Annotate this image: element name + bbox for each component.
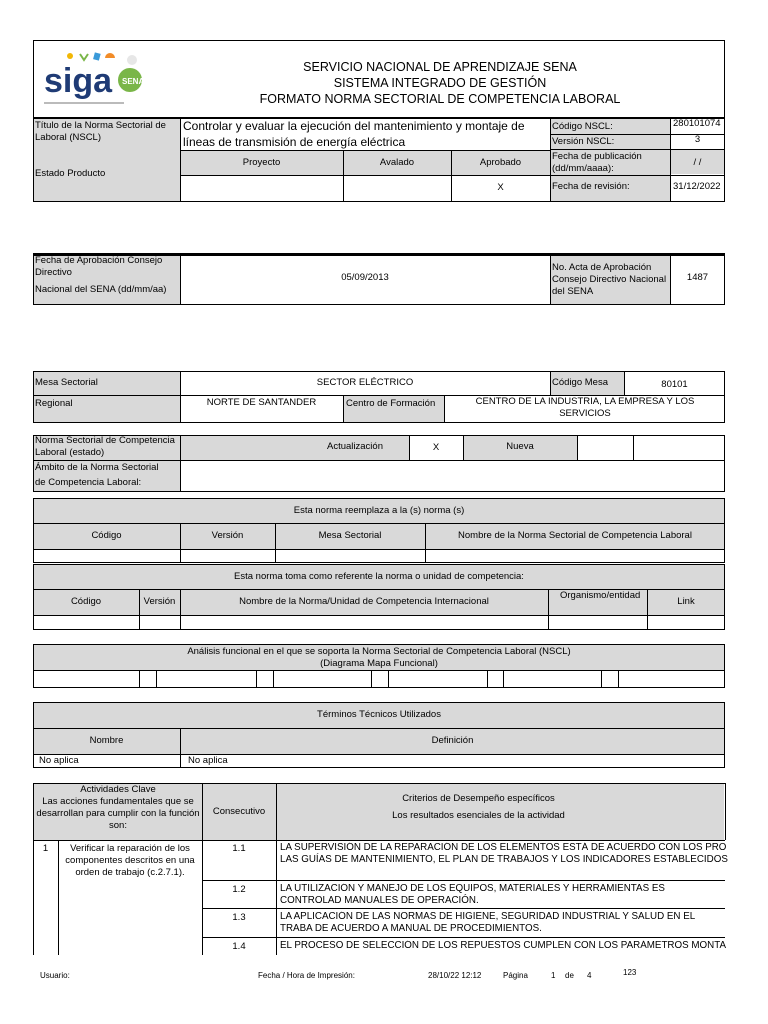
footer-pagina-num: 1 (551, 971, 556, 980)
mesa-value: SECTOR ELÉCTRICO (316, 377, 414, 388)
svg-text:siga: siga (44, 62, 113, 100)
avalado-label: Avalado (379, 157, 415, 168)
actualizacion-label: Actualización (327, 441, 383, 452)
proyecto-label: Proyecto (242, 157, 281, 168)
criterios-header-2: Los resultados esenciales de la actividad (392, 810, 565, 821)
criterio-num: 1.1 (232, 843, 246, 854)
aprobacion-label-1: Fecha de Aprobación Consejo Directivo (35, 255, 163, 278)
aprobacion-fecha: 05/09/2013 (341, 272, 389, 283)
criterio-text: LA SUPERVISIÓN DE LA REPARACIÓN DE LOS ELEMENTOS ESTÁ DE ACUERDO CON LOS PRO LAS GUÍAS DE MANTENIMIENTO, EL PLAN DE TRABAJOS Y LOS INDICADORES ESTABLECIDOS (280, 842, 728, 865)
criterio-num: 1.3 (232, 912, 246, 923)
aprobado-label: Aprobado (479, 157, 522, 168)
codigo-mesa-value: 80101 (661, 379, 688, 390)
referente-col-version: Versión (143, 596, 176, 607)
consecutivo-header: Consecutivo (212, 806, 266, 817)
terminos-definicion-value: No aplica (188, 755, 228, 766)
logo-icon (42, 50, 162, 110)
terminos-col-nombre: Nombre (89, 735, 124, 746)
reemplaza-col-mesa: Mesa Sectorial (318, 530, 382, 541)
actualizacion-mark: X (432, 442, 440, 453)
ambito-label-1: Ámbito de la Norma Sectorial (35, 462, 159, 473)
reemplaza-col-codigo: Código (91, 530, 122, 541)
referente-col-codigo: Código (70, 596, 102, 607)
actividad-num: 1 (42, 843, 49, 854)
estado-producto-label: Estado Producto (35, 168, 106, 179)
referente-title: Esta norma toma como referente la norma o unidad de competencia: (234, 571, 524, 582)
terminos-col-definicion: Definición (431, 735, 474, 746)
titulo-label: Título de la Norma Sectorial de Laboral (NSCL) (35, 120, 166, 143)
criterios-header-1: Criterios de Desempeño específicos (402, 793, 555, 804)
reemplaza-col-nombre: Nombre de la Norma Sectorial de Competencia Laboral (458, 530, 692, 541)
fecha-publicacion-label: Fecha de publicación (dd/mm/aaaa): (552, 151, 642, 174)
siga-logo (42, 50, 162, 110)
version-nscl-value: 3 (694, 134, 701, 145)
mesa-label: Mesa Sectorial (35, 377, 98, 388)
fecha-revision-label: Fecha de revisión: (552, 181, 630, 192)
regional-label: Regional (35, 398, 73, 409)
codigo-nscl-value: 280101074 (673, 118, 721, 129)
centro-value: CENTRO DE LA INDUSTRIA, LA EMPRESA Y LOS SERVICIOS (475, 396, 695, 419)
reemplaza-title: Esta norma reemplaza a la (s) norma (s) (293, 505, 465, 516)
titulo-value: Controlar y evaluar la ejecución del mantenimiento y montaje de líneas de transmisión de energía eléctrica (183, 119, 525, 149)
actividades-header-1: Actividades Clave (80, 784, 156, 795)
fecha-revision-value: 31/12/2022 (673, 181, 721, 192)
referente-col-nombre: Nombre de la Norma/Unidad de Competencia Internacional (239, 596, 489, 607)
terminos-nombre-value: No aplica (39, 755, 79, 766)
regional-value: NORTE DE SANTANDER (206, 397, 317, 408)
aprobado-mark: X (497, 182, 504, 193)
footer-fecha-label: Fecha / Hora de Impresión: (258, 971, 355, 980)
actividad-text: Verificar la reparación de los componentes descritos en una orden de trabajo (c.2.7.1). (65, 843, 195, 878)
norma-estado-label: Norma Sectorial de Competencia Laboral (estado) (35, 435, 175, 458)
analisis-line-2: (Diagrama Mapa Funcional) (320, 658, 438, 669)
criterio-num: 1.4 (232, 941, 246, 952)
aprobacion-label-2: Nacional del SENA (dd/mm/aa) (35, 284, 167, 295)
nueva-label: Nueva (506, 441, 534, 452)
ambito-label-2: de Competencia Laboral: (35, 477, 142, 488)
header-line-1: SERVICIO NACIONAL DE APRENDIZAJE SENA (303, 60, 577, 74)
footer-pagina-total: 4 (587, 971, 592, 980)
acta-label: No. Acta de Aprobación Consejo Directivo Nacional del SENA (552, 262, 667, 297)
criterio-text: LA APLICACIÓN DE LAS NORMAS DE HIGIENE, SEGURIDAD INDUSTRIAL Y SALUD EN EL TRABA DE ACUERDO A MANUAL DE PROCEDIMIENTOS. (280, 911, 695, 934)
referente-col-organismo: Organismo/entidad (560, 590, 641, 601)
codigo-nscl-label: Código NSCL: (552, 121, 613, 132)
codigo-mesa-label: Código Mesa (552, 377, 608, 388)
actividades-header-2: Las acciones fundamentales que se desarrollan para cumplir con la función son: (36, 796, 200, 831)
criterio-text: LA UTILIZACIÓN Y MANEJO DE LOS EQUIPOS, MATERIALES Y HERRAMIENTAS ES CONTROLAD MANUALES DE OPERACIÓN. (280, 883, 665, 906)
svg-text:SENA: SENA (122, 77, 145, 86)
criterio-num: 1.2 (232, 884, 246, 895)
header-line-2: SISTEMA INTEGRADO DE GESTIÓN (333, 76, 547, 90)
footer-usuario: Usuario: (40, 971, 70, 980)
footer-pagina-label: Página (503, 971, 528, 980)
header-line-3: FORMATO NORMA SECTORIAL DE COMPETENCIA LABORAL (259, 92, 621, 106)
analisis-line-1: Análisis funcional en el que se soporta la Norma Sectorial de Competencia Laboral (NSCL) (187, 646, 571, 657)
fecha-publicacion-value: / / (693, 157, 702, 168)
version-nscl-label: Versión NSCL: (552, 136, 615, 147)
footer-extra: 123 (623, 968, 637, 977)
footer-fecha-value: 28/10/22 12:12 (428, 971, 482, 980)
referente-col-link: Link (677, 596, 695, 607)
acta-value: 1487 (686, 272, 709, 283)
footer-de: de (565, 971, 574, 980)
criterio-text: EL PROCESO DE SELECCIÓN DE LOS REPUESTOS CUMPLEN CON LOS PARÁMETROS MONTA (280, 940, 727, 951)
centro-label: Centro de Formación (346, 398, 436, 409)
reemplaza-col-version: Versión (211, 530, 244, 541)
terminos-title: Términos Técnicos Utilizados (317, 709, 441, 720)
